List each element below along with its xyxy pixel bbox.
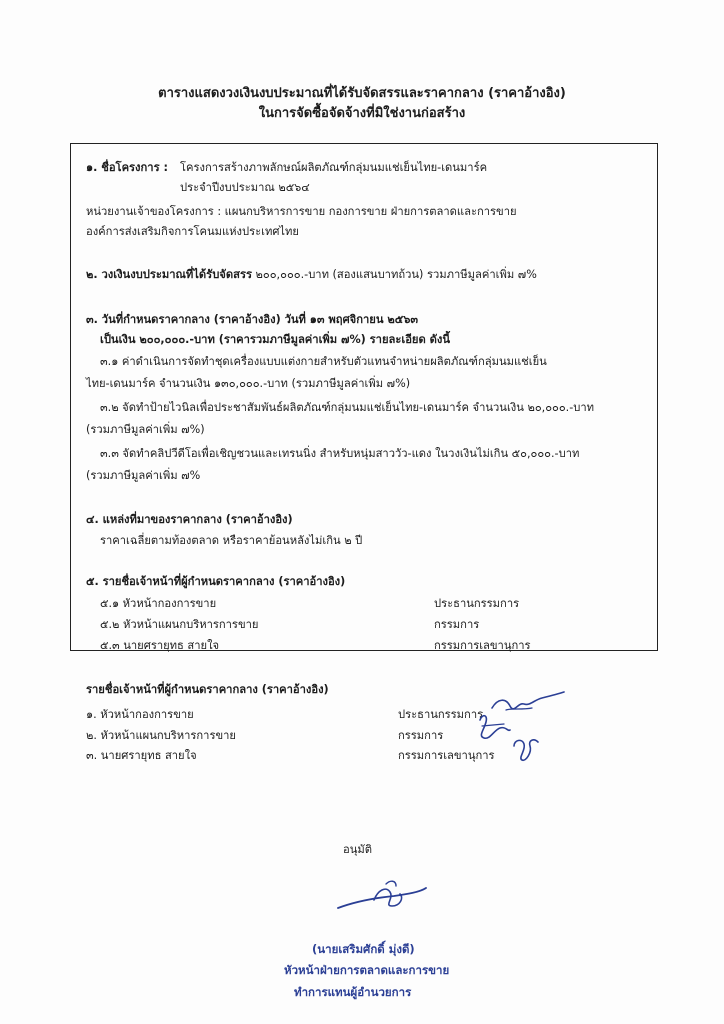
item-3-1-line-1: ๓.๑ ค่าดำเนินการจัดทำชุดเครื่องแบบแต่งกายสำหรับตัวแทนจำหน่ายผลิตภัณฑ์กลุ่มนมแช่เย็น	[100, 355, 547, 368]
section-5-label: ๕. รายชื่อเจ้าหน้าที่ผู้กำหนดราคากลาง (ราคาอ้างอิง)	[86, 575, 346, 588]
section-1-label: ๑. ชื่อโครงการ :	[86, 161, 168, 174]
committee-row-role: กรรมการ	[434, 618, 480, 631]
section-2	[86, 265, 537, 283]
document-title-line-2: ในการจัดซื้อจัดจ้างที่มิใช่งานก่อสร้าง	[258, 106, 466, 121]
signer-row-role: กรรมการเลขานุการ	[398, 749, 495, 762]
section-3-line-2: เป็นเงิน ๒๐๐,๐๐๐.-บาท (ราคารวมภาษีมูลค่าเพิ่ม ๗%) รายละเอียด ดังนี้	[100, 333, 451, 346]
signer-row-name: ๓. นายศรายุทธ สายใจ	[86, 749, 197, 762]
item-3-3-line-2: (รวมภาษีมูลค่าเพิ่ม ๗%	[86, 469, 201, 482]
committee-row-role: ประธานกรรมการ	[434, 597, 520, 610]
agency-line-1: หน่วยงานเจ้าของโครงการ : แผนกบริหารการขาย กองการขาย ฝ่ายการตลาดและการขาย	[86, 205, 517, 218]
signer-row-name: ๒. หัวหน้าแผนกบริหารการขาย	[86, 729, 236, 742]
item-3-1-line-2: ไทย-เดนมาร์ค จำนวนเงิน ๑๓๐,๐๐๐.-บาท (รวมภาษีมูลค่าเพิ่ม ๗%)	[86, 377, 411, 390]
section-2-label: ๒. วงเงินงบประมาณที่ได้รับจัดสรร	[86, 268, 252, 281]
fiscal-year: ประจำปีงบประมาณ ๒๕๖๔	[180, 181, 310, 194]
approver-name: (นายเสริมศักดิ์ มุ่งดี)	[312, 942, 415, 956]
committee-row-name: ๕.๓ นายศรายุทธ สายใจ	[100, 639, 220, 652]
section-3-line-1: ๓. วันที่กำหนดราคากลาง (ราคาอ้างอิง) วันที่ ๑๓ พฤศจิกายน ๒๕๖๓	[86, 313, 418, 326]
signer-row-name: ๑. หัวหน้ากองการขาย	[86, 708, 194, 721]
section-4-label: ๔. แหล่งที่มาของราคากลาง (ราคาอ้างอิง)	[86, 513, 293, 526]
item-3-2-line-1: ๓.๒ จัดทำป้ายไวนิลเพื่อประชาสัมพันธ์ผลิตภัณฑ์กลุ่มนมแช่เย็นไทย-เดนมาร์ค จำนวนเงิน ๒๐,๐๐๐.-บาท	[100, 401, 595, 414]
item-3-3-line-1: ๓.๓ จัดทำคลิปวีดีโอเพื่อเชิญชวนและเทรนนิ่ง สำหรับหนุ่มสาววัว-แดง ในวงเงินไม่เกิน ๕๐,๐๐๐.-บาท	[100, 447, 580, 460]
price-source: ราคาเฉลี่ยตามท้องตลาด หรือราคาย้อนหลังไม่เกิน ๒ ปี	[100, 534, 363, 547]
approver-position: หัวหน้าฝ่ายการตลาดและการขาย	[284, 963, 450, 977]
committee-row-name: ๕.๒ หัวหน้าแผนกบริหารการขาย	[100, 618, 259, 631]
approve-label: อนุมัติ	[343, 843, 373, 856]
signer-row-role: กรรมการ	[398, 729, 444, 742]
item-3-2-line-2: (รวมภาษีมูลค่าเพิ่ม ๗%)	[86, 423, 205, 436]
approver-acting: ทำการแทนผู้อำนวยการ	[294, 985, 412, 999]
signer-row-role: ประธานกรรมการ	[398, 708, 484, 721]
agency-line-2: องค์การส่งเสริมกิจการโคนมแห่งประเทศไทย	[86, 225, 299, 238]
project-name: โครงการสร้างภาพลักษณ์ผลิตภัณฑ์กลุ่มนมแช่เย็นไทย-เดนมาร์ค	[180, 161, 488, 174]
budget-amount: ๒๐๐,๐๐๐.-บาท (สองแสนบาทถ้วน) รวมภาษีมูลค่าเพิ่ม ๗%	[255, 268, 537, 281]
signature-secretary-icon	[508, 734, 542, 764]
document-title-line-1: ตารางแสดงวงเงินงบประมาณที่ได้รับจัดสรรและราคากลาง (ราคาอ้างอิง)	[158, 86, 566, 101]
signers-label: รายชื่อเจ้าหน้าที่ผู้กำหนดราคากลาง (ราคาอ้างอิง)	[86, 683, 329, 696]
committee-row-role: กรรมการเลขานุการ	[434, 639, 531, 652]
committee-row-name: ๕.๑ หัวหน้ากองการขาย	[100, 597, 217, 610]
signature-approver-icon	[334, 878, 430, 918]
